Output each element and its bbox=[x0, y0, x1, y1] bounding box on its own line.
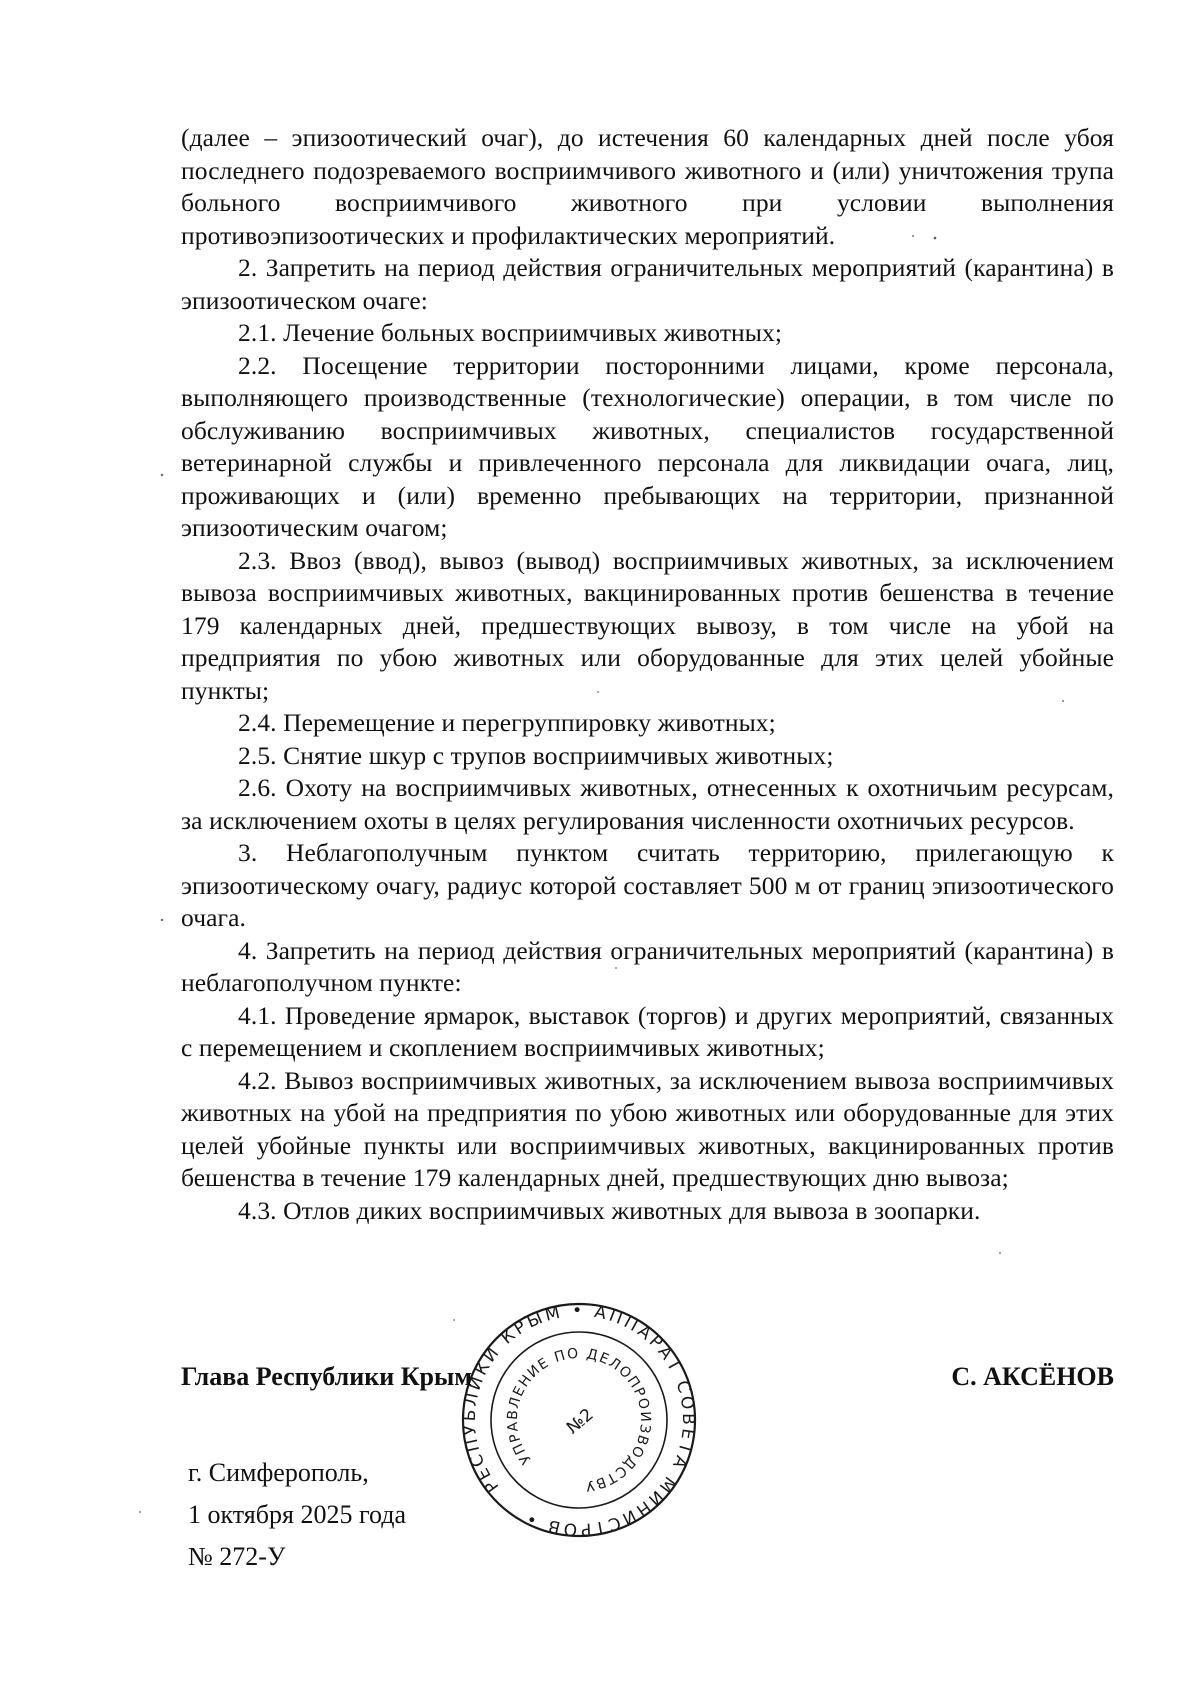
paragraph-item-2-6: 2.6. Охоту на восприимчивых животных, отнесенных к охотничьим ресурсам, за исключением охоты в целях регулирования численности охотничьих ресурсов. bbox=[181, 773, 1114, 835]
paragraph-item-4-2: 4.2. Вывоз восприимчивых животных, за исключением вывоза восприимчивых животных на убой на предприятия по убою животных или оборудованные для этих целей убойные пункты или восприимчивых животных, вакцинированных против бешенства в течение 179 календарных дней, предшествующих дню вывоза; bbox=[181, 1065, 1114, 1192]
seal-inner-text: УПРАВЛЕНИЕ ПО ДЕЛОПРОИЗВОДСТВУ bbox=[504, 1345, 654, 1494]
signatory-title: Глава Республики Крым bbox=[181, 1362, 473, 1391]
paragraph-continuation: (далее – эпизоотический очаг), до истечения 60 календарных дней после убоя последнего подозреваемого восприимчивого животного и (или) уничтожения трупа больного восприимчивого животного при условии выполнения противоэпизоотических и профилактических мероприятий. bbox=[181, 123, 1114, 250]
paragraph-item-2-3: 2.3. Ввоз (ввод), вывоз (вывод) восприимчивых животных, за исключением вывоза восприимчивых животных, вакцинированных против бешенства в течение 179 календарных дней, предшествующих вывозу, в том числе на убой на предприятия по убою животных или оборудованные для этих целей убойные пункты; bbox=[181, 545, 1114, 705]
footer-number: № 272-У bbox=[188, 1542, 286, 1571]
decree-body bbox=[181, 122, 1114, 1227]
paragraph-item-2-5: 2.5. Снятие шкур с трупов восприимчивых животных; bbox=[238, 740, 834, 770]
document-footer bbox=[188, 1452, 406, 1578]
paragraph-item-2: 2. Запретить на период действия ограничительных мероприятий (карантина) в эпизоотическом очаге: bbox=[181, 253, 1114, 315]
paragraph-item-2-2: 2.2. Посещение территории посторонними лицами, кроме персонала, выполняющего производственные (технологические) операции, в том числе по обслуживанию восприимчивых животных, специалистов государственной ветеринарной службы и привлеченного персонала для ликвидации очага, лиц, проживающих и (или) временно пребывающих на территории, признанной эпизоотическим очагом; bbox=[181, 350, 1114, 542]
footer-date: 1 октября 2025 года bbox=[188, 1500, 406, 1529]
paragraph-item-4-3: 4.3. Отлов диких восприимчивых животных для вывоза в зоопарки. bbox=[238, 1195, 981, 1225]
paragraph-item-3: 3. Неблагополучным пунктом считать территорию, прилегающую к эпизоотическому очагу, радиус которой составляет 500 м от границ эпизоотического очага. bbox=[181, 838, 1114, 932]
official-seal-icon bbox=[459, 1300, 699, 1540]
paragraph-item-2-1: 2.1. Лечение больных восприимчивых животных; bbox=[238, 318, 783, 347]
seal-center-text: №2 bbox=[562, 1404, 598, 1439]
paragraph-item-4: 4. Запретить на период действия ограничительных мероприятий (карантина) в неблагополучном пункте: bbox=[181, 935, 1114, 997]
signatory-name: С. АКСЁНОВ bbox=[951, 1362, 1114, 1391]
seal-outer-text: РЕСПУБЛИКИ КРЫМ • АППАРАТ СОВЕТА МИНИСТРОВ • bbox=[459, 1300, 699, 1540]
paragraph-item-4-1: 4.1. Проведение ярмарок, выставок (торгов) и других мероприятий, связанных с перемещением и скоплением восприимчивых животных; bbox=[181, 1000, 1114, 1062]
footer-city: г. Симферополь, bbox=[188, 1458, 369, 1487]
paragraph-item-2-4: 2.4. Перемещение и перегруппировку животных; bbox=[238, 708, 776, 737]
